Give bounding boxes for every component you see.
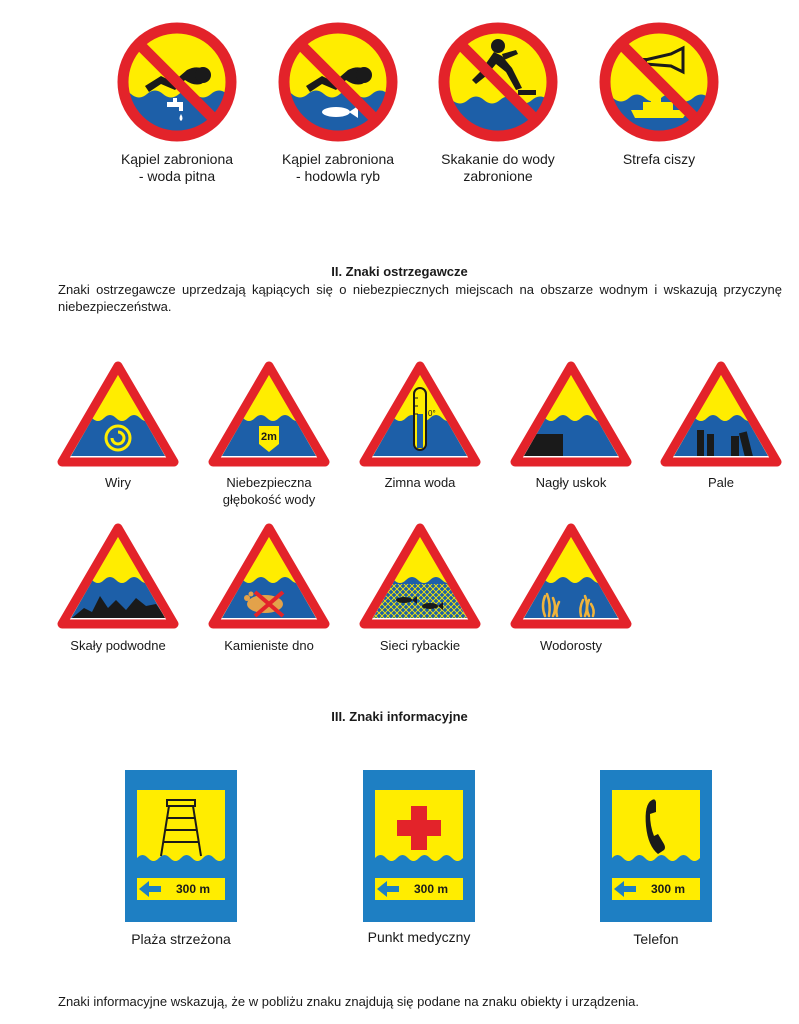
caption-sudden-drop <box>501 474 641 491</box>
caption-line1: Niebezpieczna <box>226 475 312 490</box>
caption-line2: zabronione <box>463 168 533 184</box>
caption-fishing-nets <box>350 637 490 654</box>
caption-line1: Pale <box>707 475 735 490</box>
caption-guarded-beach: Plaża strzeżona <box>131 931 231 947</box>
caption-drinking-water <box>102 151 252 185</box>
caption-line1: Zimna woda <box>384 475 456 490</box>
prohibition-sign-fish-farm <box>276 20 400 144</box>
caption-underwater-rocks <box>48 637 188 654</box>
caption-line1: Kąpiel zabroniona <box>281 151 395 167</box>
caption-cold-water <box>350 474 490 491</box>
caption-line1: Kąpiel zabroniona <box>120 151 234 167</box>
information-footer-text: Znaki informacyjne wskazują, że w pobliżu znaku znajdują się podane na znaku obiekty i urządzenia. <box>58 994 639 1009</box>
caption-fish-farm <box>263 151 413 185</box>
distance-label: 300 m <box>175 882 211 896</box>
caption-stony-bottom <box>199 637 339 654</box>
caption-seaweed <box>501 637 641 654</box>
caption-line1: Kamieniste dno <box>224 638 314 653</box>
caption-medical-point: Punkt medyczny <box>367 929 471 945</box>
information-section-title: III. Znaki informacyjne <box>331 709 468 724</box>
warning-sign-dangerous-depth <box>207 358 331 468</box>
caption-line2: głębokość wody <box>222 492 316 507</box>
caption-no-diving <box>423 151 573 185</box>
depth-label: 2m <box>261 431 277 443</box>
warning-section-description: Znaki ostrzegawcze uprzedzają kąpiących się o niebezpiecznych miejscach na obszarze wodnym i wskazują przyczynę niebezpieczeństwa. <box>58 282 782 314</box>
prohibition-sign-no-diving <box>436 20 560 144</box>
caption-line2: - hodowla ryb <box>295 168 381 184</box>
temperature-label: 0° <box>428 409 436 418</box>
warning-sign-fishing-nets <box>358 520 482 630</box>
caption-dangerous-depth <box>199 474 339 508</box>
warning-sign-piles <box>659 358 783 468</box>
info-sign-medical-point <box>363 770 475 922</box>
warning-sign-underwater-rocks <box>56 520 180 630</box>
caption-piles <box>651 474 791 491</box>
caption-line1: Sieci rybackie <box>379 638 461 653</box>
caption-quiet-zone <box>584 151 734 168</box>
info-sign-telephone <box>600 770 712 922</box>
caption-line2: - woda pitna <box>138 168 216 184</box>
warning-sign-stony-bottom <box>207 520 331 630</box>
prohibition-sign-drinking-water <box>115 20 239 144</box>
distance-label: 300 m <box>650 882 686 896</box>
caption-line1: Skakanie do wody <box>441 151 555 167</box>
caption-line1: Wodorosty <box>540 638 602 653</box>
caption-whirlpool <box>48 474 188 491</box>
info-sign-guarded-beach <box>125 770 237 922</box>
prohibition-sign-quiet-zone <box>597 20 721 144</box>
warning-sign-cold-water <box>358 358 482 468</box>
warning-sign-seaweed <box>509 520 633 630</box>
caption-line1: Skały podwodne <box>70 638 166 653</box>
caption-telephone: Telefon <box>633 931 679 947</box>
warning-sign-sudden-drop <box>509 358 633 468</box>
caption-line1: Strefa ciszy <box>622 151 696 167</box>
warning-section-title: II. Znaki ostrzegawcze <box>331 264 468 279</box>
warning-sign-whirlpool <box>56 358 180 468</box>
distance-label: 300 m <box>413 882 449 896</box>
caption-line1: Wiry <box>105 475 131 490</box>
caption-line1: Nagły uskok <box>535 475 607 490</box>
